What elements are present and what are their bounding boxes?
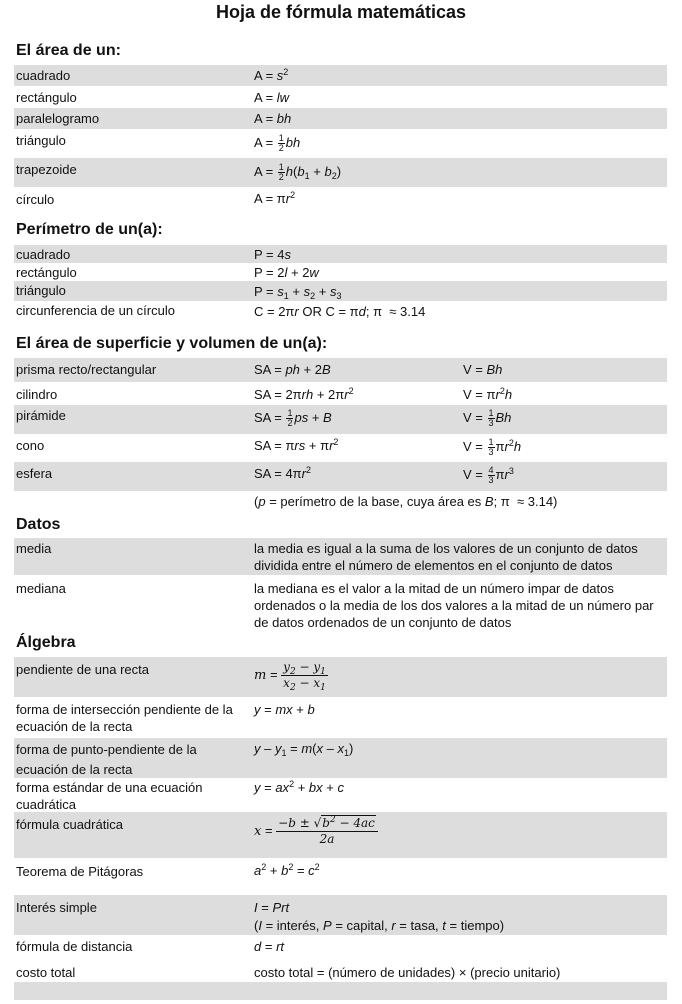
row-label: cuadrado (16, 68, 71, 83)
perimeter-row-circumference (14, 301, 667, 321)
formula-parallelogram-area: A = bh (254, 111, 292, 126)
mediana-definition: la mediana es el valor a la mitad de un número impar de datos ordenados o la media de los dos valores a la mitad de un número par de datos ordenados de un conjunto de datos (254, 581, 654, 630)
page-title: Hoja de fórmula matemáticas (215, 2, 467, 22)
row-label: cono (16, 438, 45, 453)
row-label: esfera (16, 466, 53, 481)
perimeter-row-square (14, 245, 667, 263)
algebra-row-distance (14, 936, 667, 958)
formula-slope: m = $\frac{y_2 - y_1}{x_2 - x_1}$ (254, 660, 326, 693)
surface-row-prism (14, 358, 667, 382)
row-label: cuadrado (16, 247, 71, 262)
datos-row-media (14, 538, 667, 575)
surface-row-pyramid (14, 405, 667, 434)
formula-total-cost: costo total = (número de unidades) × (precio unitario) (254, 965, 561, 980)
surface-note-row (14, 491, 667, 513)
formula-prism-volume: V = Bh (463, 362, 503, 377)
row-label: triángulo (16, 133, 66, 148)
area-row-rectangle (14, 87, 667, 108)
formula-cylinder-surface: SA = $2\pi rh + 2\pi r^2$ (254, 386, 354, 402)
datos-row-mediana (14, 578, 667, 630)
surface-row-cylinder (14, 382, 667, 406)
formula-triangle-perimeter: $P = s_1 + s_2 + s_3$ (254, 284, 342, 301)
row-label: rectángulo (16, 265, 77, 280)
algebra-row-slope-intercept (14, 699, 667, 736)
section-heading-algebra: Álgebra (16, 634, 76, 651)
formula-cone-volume: V = $\frac{1}{3}$ $\pi r^2h$ (463, 437, 522, 458)
area-row-triangle (14, 130, 667, 157)
row-label: triángulo (16, 283, 66, 298)
formula-cylinder-volume: $V = \pi r^2h$ (463, 386, 513, 402)
algebra-row-quadratic-formula (14, 812, 667, 858)
perimeter-row-rectangle (14, 263, 667, 281)
area-row-square (14, 65, 667, 86)
area-row-parallelogram (14, 108, 667, 129)
formula-sphere-surface: SA = $4\pi r^2$ (254, 465, 311, 481)
formula-point-slope: $y - y_1 = m(x - x_1)$ (254, 741, 354, 758)
formula-trapezoid-area: A = $\frac{1}{2}$ $h(b_1 + b_2)$ (254, 162, 342, 183)
total-cost-shade-band (14, 982, 667, 1000)
surface-row-sphere (14, 462, 667, 491)
row-label: circunferencia de un círculo (16, 303, 175, 318)
simple-interest-note: (I = interés, P = capital, r = tasa, t = tiempo) (254, 918, 505, 933)
row-label: forma de intersección pendiente de la ecuación de la recta (16, 702, 233, 734)
row-label: fórmula de distancia (16, 939, 133, 954)
area-row-circle (14, 188, 667, 209)
row-label: pirámide (16, 408, 66, 423)
formula-simple-interest: I = Prt (254, 900, 290, 915)
formula-prism-surface: SA = ph + 2B (254, 362, 331, 377)
formula-rectangle-area: A = lw (254, 90, 290, 105)
section-heading-area: El área de un: (16, 42, 121, 59)
formula-pyramid-surface: SA = $\frac{1}{2}$ ps + B (254, 408, 332, 429)
row-label: pendiente de una recta (16, 662, 149, 677)
section-heading-surface-volume: El área de superficie y volumen de un(a): (16, 335, 328, 352)
formula-slope-intercept: y = mx + b (254, 702, 315, 717)
row-label: fórmula cuadrática (16, 817, 123, 832)
formula-pyramid-volume: V = $\frac{1}{3}$ Bh (463, 408, 512, 429)
formula-cone-surface: SA = $\pi rs + \pi r^2$ (254, 437, 339, 453)
row-label: media (16, 541, 52, 556)
formula-pythagorean: $a^2 + b^2 = c^2$ (254, 862, 320, 878)
row-label: paralelogramo (16, 111, 100, 126)
formula-circumference: C = 2πr OR C = πd; π ≈ 3.14 (254, 304, 426, 319)
row-label: costo total (16, 965, 76, 980)
row-label: forma de punto-pendiente de la ecuación de la recta (16, 742, 197, 777)
algebra-row-point-slope (14, 738, 667, 778)
section-heading-perimeter: Perímetro de un(a): (16, 221, 163, 238)
row-label: prisma recto/rectangular (16, 362, 157, 377)
formula-square-area: $A = s^2$ (254, 67, 289, 83)
formula-rectangle-perimeter: P = 2l + 2w (254, 265, 319, 280)
row-label: forma estándar de una ecuación cuadrática (16, 780, 203, 812)
formula-standard-form: $y = ax^2$ + bx + c (254, 779, 344, 795)
row-label: cilindro (16, 387, 58, 402)
formula-circle-area: $A = \pi r^2$ (254, 190, 296, 206)
formula-triangle-area: A = $\frac{1}{2}$ bh (254, 133, 301, 154)
algebra-row-total-cost-top (14, 962, 667, 982)
row-label: mediana (16, 581, 66, 596)
algebra-row-pythagorean (14, 859, 667, 892)
area-row-trapezoid (14, 158, 667, 187)
row-label: círculo (16, 192, 55, 207)
formula-sphere-volume: V = $\frac{4}{3}$ $\pi r^3$ (463, 465, 514, 486)
formula-distance: d = rt (254, 939, 285, 954)
formula-square-perimeter: P = 4s (254, 247, 291, 262)
algebra-row-standard-form (14, 778, 667, 812)
surface-row-cone (14, 434, 667, 462)
section-heading-datos: Datos (16, 516, 61, 533)
row-label: Interés simple (16, 900, 97, 915)
formula-quadratic: x = $\frac{-b \pm √b^2 - 4ac}{2a}$ (254, 816, 378, 847)
algebra-row-slope (14, 657, 667, 697)
row-label: Teorema de Pitágoras (16, 864, 144, 879)
algebra-row-simple-interest (14, 895, 667, 935)
row-label: trapezoide (16, 162, 77, 177)
perimeter-row-triangle (14, 281, 667, 301)
surface-note: (p = perímetro de la base, cuya área es B; π ≈ 3.14) (254, 494, 558, 509)
row-label: rectángulo (16, 90, 77, 105)
media-definition: la media es igual a la suma de los valores de un conjunto de datos dividida entre el número de elementos en el conjunto de datos (254, 541, 638, 573)
